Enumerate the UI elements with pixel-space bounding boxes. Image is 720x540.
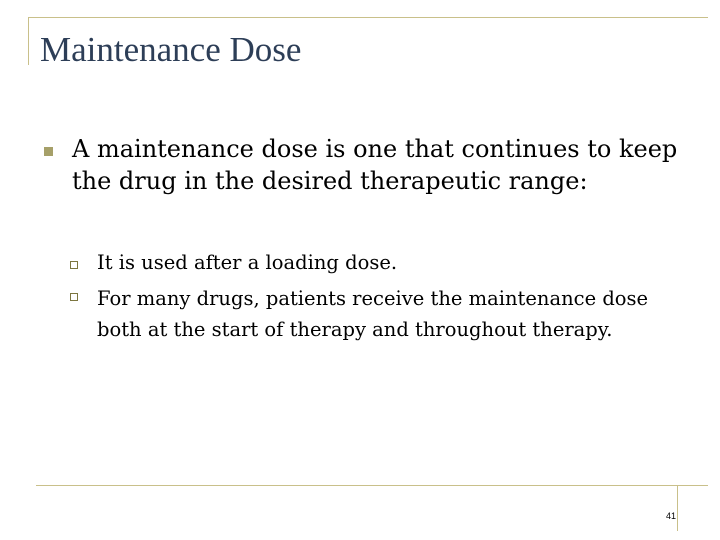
sub-bullet-text: It is used after a loading dose. xyxy=(97,251,398,274)
top-rule xyxy=(28,17,708,18)
hollow-square-bullet-icon xyxy=(70,261,78,269)
left-rule xyxy=(28,17,29,65)
main-bullet-text: A maintenance dose is one that continues to keep the drug in the desired therapeutic range: xyxy=(72,135,678,195)
square-bullet-icon xyxy=(44,147,53,156)
page-number: 41 xyxy=(665,511,676,521)
sub-bullet-text: For many drugs, patients receive the maintenance dose both at the start of therapy and throughout therapy. xyxy=(97,287,649,341)
right-rule xyxy=(677,485,678,531)
hollow-square-bullet-icon xyxy=(70,293,78,301)
bottom-rule xyxy=(36,485,708,486)
slide-title: Maintenance Dose xyxy=(40,30,302,69)
